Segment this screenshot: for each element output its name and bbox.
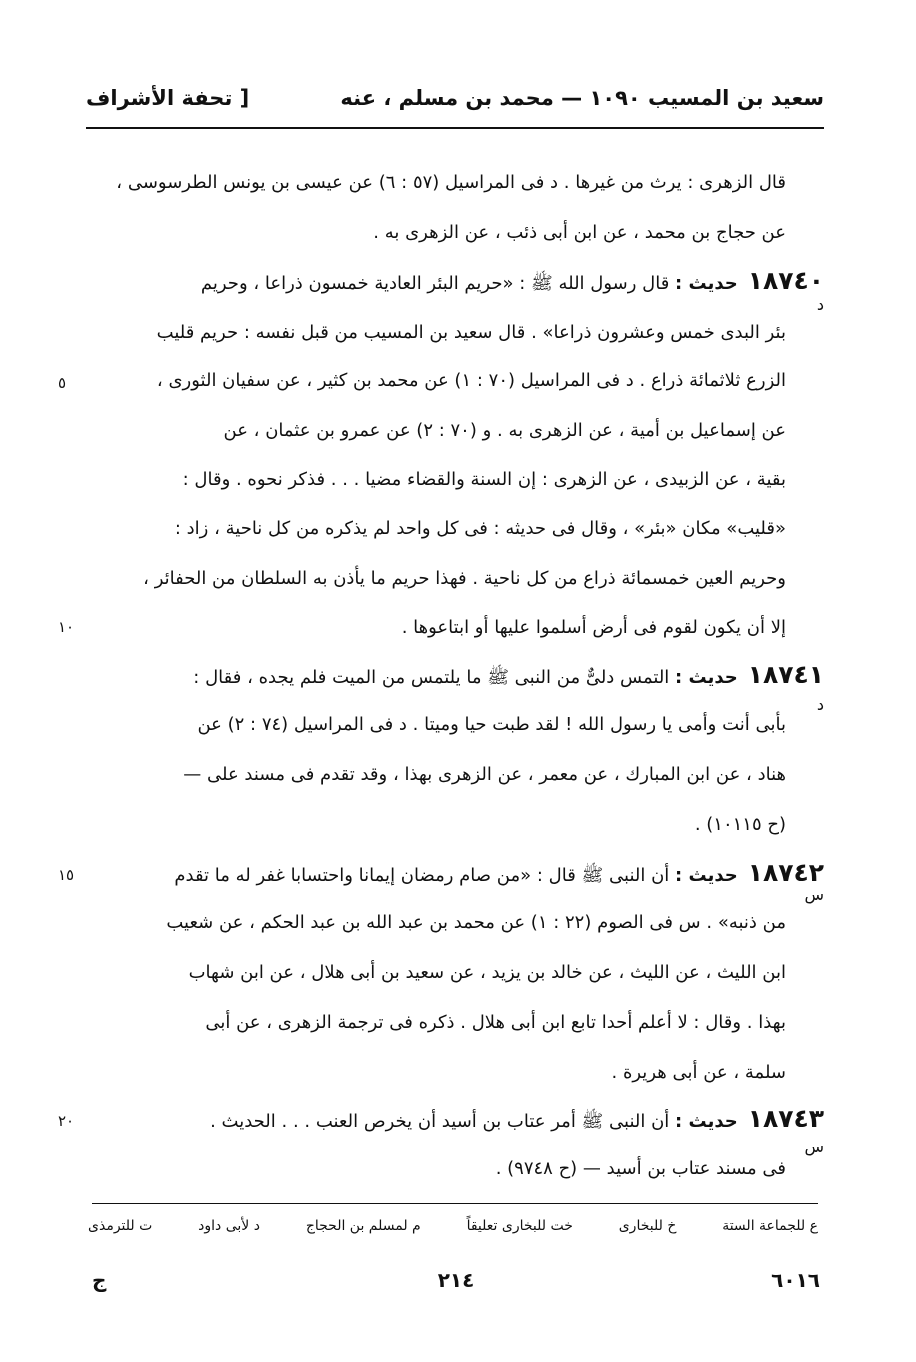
hadith-number: ١٨٧٤٣ bbox=[747, 1104, 824, 1133]
text-line bbox=[88, 812, 786, 838]
hadith-keyword: حديث : bbox=[675, 865, 738, 886]
text-line bbox=[88, 960, 786, 986]
text-line bbox=[88, 170, 786, 196]
line-text: هناد ، عن ابن المبارك ، عن معمر ، عن الزهرى بهذا ، وقد تقدم فى مسند على — bbox=[183, 764, 786, 785]
line-text: ابن الليث ، عن الليث ، عن خالد بن يزيد ، عن سعيد بن أبى هلال ، عن ابن شهاب bbox=[188, 962, 786, 983]
hadith-entry-line bbox=[88, 662, 824, 691]
line-text: قال رسول الله ﷺ : «حريم البئر العادية خمسون ذراعا ، وحريم bbox=[200, 273, 670, 294]
line-text: بأبى أنت وأمى يا رسول الله ! لقد طبت حيا وميتا . د فى المراسيل (٧٤ : ٢) عن bbox=[197, 714, 786, 735]
text-line bbox=[88, 220, 786, 246]
margin-siglum: س bbox=[804, 1137, 824, 1156]
running-header bbox=[86, 86, 824, 122]
header-book-title: [ تحفة الأشراف bbox=[86, 86, 250, 110]
line-text: إلا أن يكون لقوم فى أرض أسلموا عليها أو ابتاعوها . bbox=[401, 617, 786, 638]
hadith-entry-line bbox=[88, 860, 824, 889]
text-line bbox=[88, 1156, 786, 1182]
footnote-item: د لأبى داود bbox=[198, 1218, 260, 1234]
signature-mark: ج bbox=[92, 1268, 107, 1292]
line-text: بقية ، عن الزبيدى ، عن الزهرى : إن السنة والقضاء مضيا . . . فذكر نحوه . وقال : bbox=[182, 469, 786, 490]
line-text: عن إسماعيل بن أمية ، عن الزهرى به . و (٧٠ : ٢) عن عمرو بن عثمان ، عن bbox=[223, 420, 786, 441]
line-text: من ذنبه» . س فى الصوم (٢٢ : ١) عن محمد بن عبد الله بن عبد الحكم ، عن شعيب bbox=[166, 912, 786, 933]
hadith-number: ١٨٧٤١ bbox=[747, 660, 824, 689]
footnote-item: ت للترمذى bbox=[88, 1218, 153, 1234]
line-count-marker: ٥ bbox=[58, 374, 67, 392]
line-text: بهذا . وقال : لا أعلم أحدا تابع ابن أبى هلال . ذكره فى ترجمة الزهرى ، عن أبى bbox=[205, 1012, 786, 1033]
line-count-marker: ١٠ bbox=[58, 618, 75, 636]
hadith-number: ١٨٧٤٠ bbox=[747, 266, 824, 295]
text-line bbox=[88, 762, 786, 788]
line-text: التمس دلىٌّ من النبى ﷺ ما يلتمس من الميت فلم يجده ، فقال : bbox=[193, 667, 670, 688]
page-code: ٦٠١٦ bbox=[771, 1268, 820, 1292]
footnote-item: ع للجماعة الستة bbox=[722, 1218, 818, 1234]
footnote-abbreviations bbox=[88, 1214, 818, 1238]
margin-siglum: د bbox=[816, 695, 824, 714]
line-text: وحريم العين خمسمائة ذراع من كل ناحية . فهذا حريم ما يأذن به السلطان من الحفائر ، bbox=[143, 568, 786, 589]
footnote-item: خت للبخارى تعليقاً bbox=[466, 1218, 573, 1234]
line-count-marker: ١٥ bbox=[58, 866, 75, 884]
page-number: ٢١٤ bbox=[437, 1268, 475, 1292]
text-line bbox=[88, 516, 786, 542]
footnote-item: م لمسلم بن الحجاج bbox=[305, 1218, 421, 1234]
text-line bbox=[88, 418, 786, 444]
hadith-entry-line bbox=[88, 268, 824, 297]
margin-siglum: د bbox=[816, 295, 824, 314]
line-text: عن حجاج بن محمد ، عن ابن أبى ذئب ، عن الزهرى به . bbox=[373, 222, 786, 243]
line-text: سلمة ، عن أبى هريرة . bbox=[611, 1062, 786, 1083]
line-text: قال الزهرى : يرث من غيرها . د فى المراسيل (٥٧ : ٦) عن عيسى بن يونس الطرسوسى ، bbox=[116, 172, 786, 193]
header-title: سعيد بن المسيب ١٠٩٠ — محمد بن مسلم ، عنه bbox=[340, 86, 824, 110]
hadith-keyword: حديث : bbox=[675, 1111, 738, 1132]
line-text: الزرع ثلاثمائة ذراع . د فى المراسيل (٧٠ : ١) عن محمد بن كثير ، عن سفيان الثورى ، bbox=[156, 370, 786, 391]
line-text: أن النبى ﷺ قال : «من صام رمضان إيمانا واحتسابا غفر له ما تقدم bbox=[174, 865, 670, 886]
line-text: بئر البدى خمس وعشرون ذراعا» . قال سعيد بن المسيب من قبل نفسه : حريم قليب bbox=[156, 322, 786, 343]
line-text: فى مسند عتاب بن أسيد — (ح ٩٧٤٨) . bbox=[495, 1158, 786, 1179]
hadith-number: ١٨٧٤٢ bbox=[747, 858, 824, 887]
text-line bbox=[88, 467, 786, 493]
footnote-item: خ للبخارى bbox=[618, 1218, 677, 1234]
text-line bbox=[88, 1010, 786, 1036]
text-line bbox=[88, 712, 786, 738]
hadith-keyword: حديث : bbox=[675, 667, 738, 688]
header-rule bbox=[86, 127, 824, 129]
margin-siglum: س bbox=[804, 885, 824, 904]
line-text: (ح ١٠١١٥) . bbox=[694, 814, 786, 835]
page-footer bbox=[92, 1268, 820, 1296]
line-text: «قليب» مكان «بئر» ، وقال فى حديثه : فى كل واحد لم يذكره من كل ناحية ، زاد : bbox=[174, 518, 786, 539]
text-line bbox=[88, 615, 786, 641]
text-line bbox=[88, 368, 786, 394]
text-line bbox=[88, 566, 786, 592]
text-line bbox=[88, 1060, 786, 1086]
text-line bbox=[88, 320, 786, 346]
hadith-keyword: حديث : bbox=[675, 273, 738, 294]
text-line bbox=[88, 910, 786, 936]
hadith-entry-line bbox=[88, 1106, 824, 1135]
footnote-rule bbox=[92, 1203, 818, 1204]
line-text: أن النبى ﷺ أمر عتاب بن أسيد أن يخرص العنب . . . الحديث . bbox=[210, 1111, 670, 1132]
line-count-marker: ٢٠ bbox=[58, 1112, 75, 1130]
